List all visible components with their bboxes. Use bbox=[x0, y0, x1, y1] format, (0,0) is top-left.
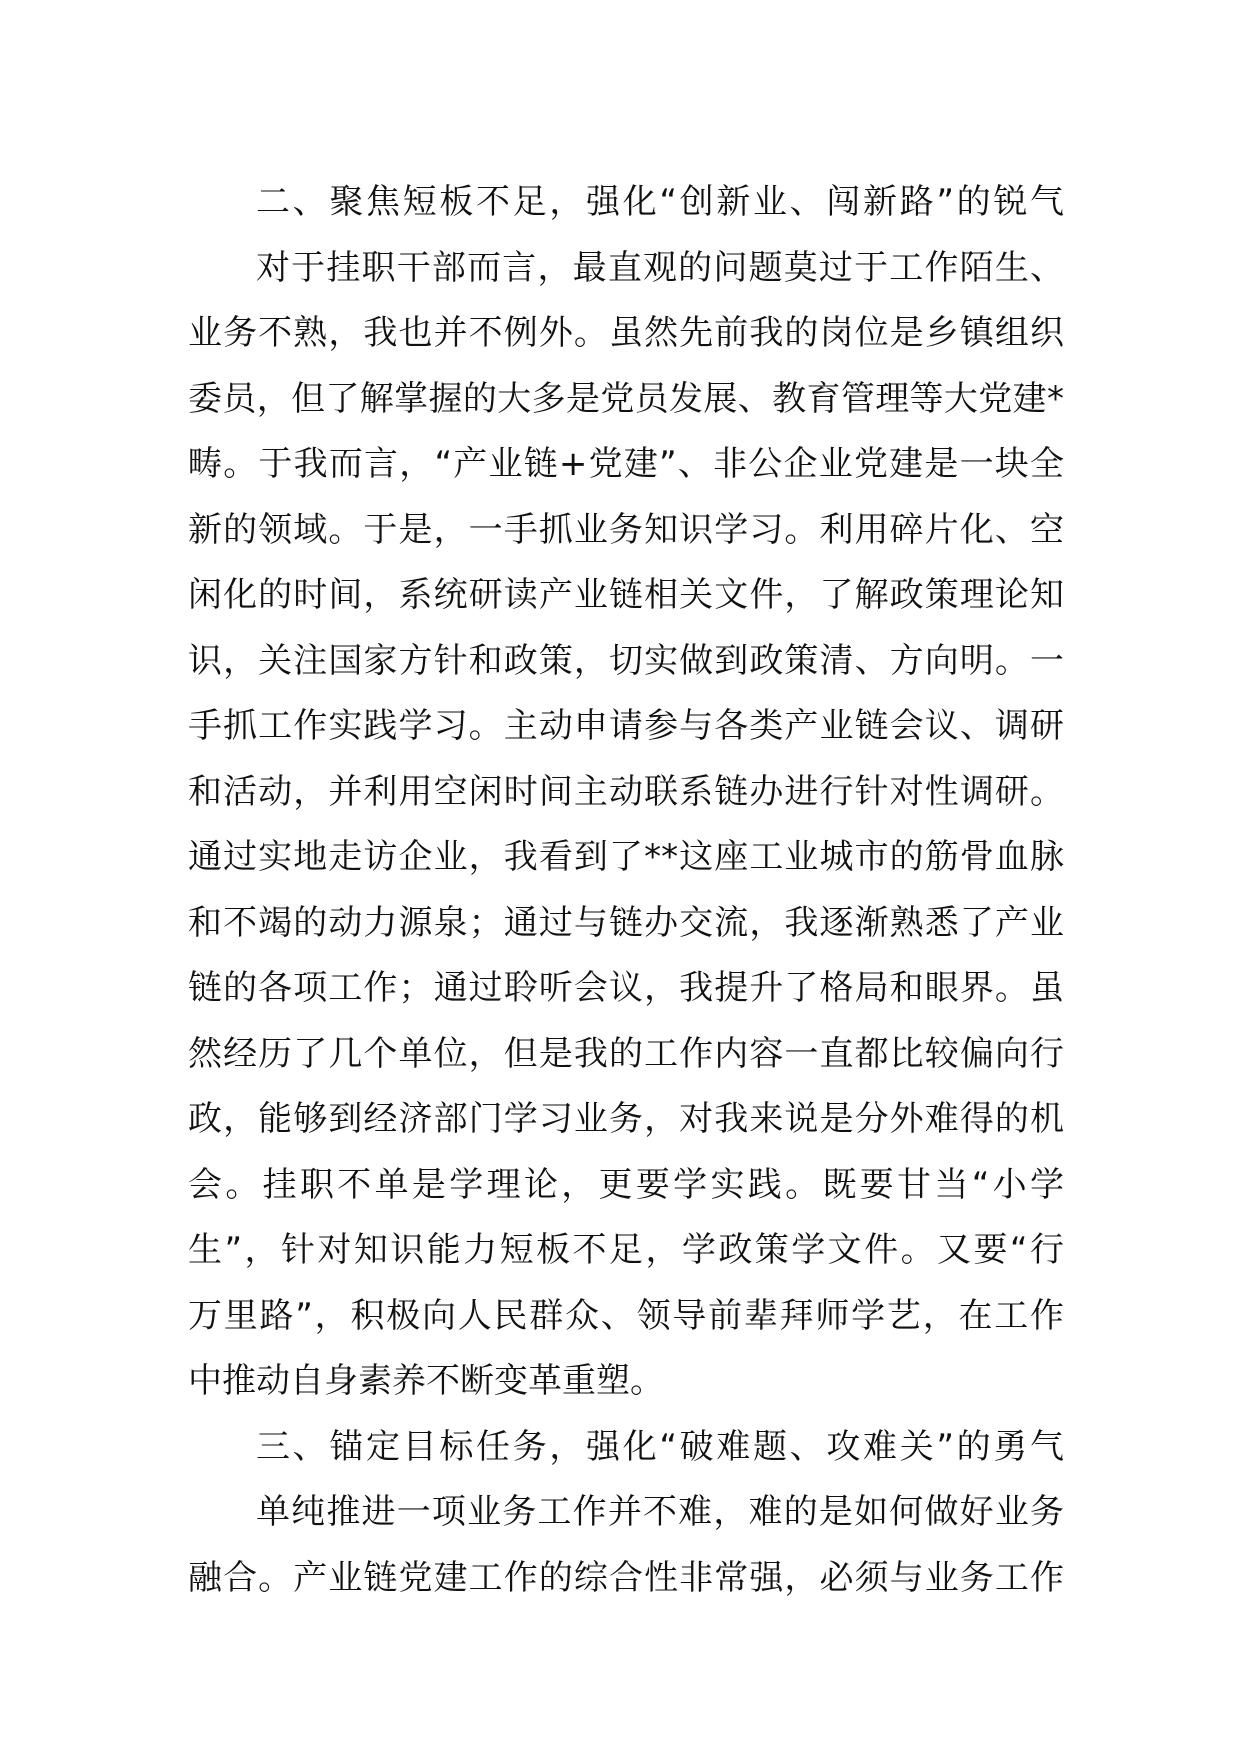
paragraph-line: 和不竭的动力源泉；通过与链办交流，我逐渐熟悉了产业 bbox=[188, 902, 1064, 943]
paragraph-line: 闲化的时间，系统研读产业链相关文件，了解政策理论知 bbox=[188, 575, 1064, 615]
paragraph-line: 融合。产业链党建工作的综合性非常强，必须与业务工作 bbox=[188, 1557, 1064, 1598]
section-heading-3: 三、锚定目标任务，强化“破难题、攻难关”的勇气 bbox=[256, 1426, 1064, 1467]
paragraph-line: 中推动自身素养不断变革重塑。 bbox=[188, 1361, 664, 1401]
paragraph-line: 会。挂职不单是学理论，更要学实践。既要甘当“小学 bbox=[188, 1164, 1064, 1205]
paragraph-3 bbox=[188, 1480, 1064, 1611]
paragraph-2 bbox=[188, 236, 1064, 1415]
document-body bbox=[188, 170, 1064, 1611]
paragraph-line: 手抓工作实践学习。主动申请参与各类产业链会议、调研 bbox=[188, 706, 1064, 746]
paragraph-line: 识，关注国家方针和政策，切实做到政策清、方向明。一 bbox=[188, 640, 1064, 681]
paragraph-line: 业务不熟，我也并不例外。虽然先前我的岗位是乡镇组织 bbox=[188, 313, 1064, 353]
paragraph-line: 对于挂职干部而言，最直观的问题莫过于工作陌生、 bbox=[256, 247, 1064, 288]
paragraph-line: 和活动，并利用空闲时间主动联系链办进行针对性调研。 bbox=[188, 771, 1064, 812]
paragraph-line: 然经历了几个单位，但是我的工作内容一直都比较偏向行 bbox=[188, 1033, 1064, 1074]
paragraph-line: 委员，但了解掌握的大多是党员发展、教育管理等大党建* bbox=[188, 378, 1064, 419]
paragraph-line: 畴。于我而言，“产业链+党建”、非公企业党建是一块全 bbox=[188, 444, 1064, 484]
paragraph-line: 链的各项工作；通过聆听会议，我提升了格局和眼界。虽 bbox=[188, 968, 1064, 1008]
paragraph-line: 通过实地走访企业，我看到了**这座工业城市的筋骨血脉 bbox=[188, 837, 1064, 877]
paragraph-line: 政，能够到经济部门学习业务，对我来说是分外难得的机 bbox=[188, 1099, 1064, 1139]
paragraph-line: 单纯推进一项业务工作并不难，难的是如何做好业务 bbox=[256, 1492, 1064, 1532]
section-heading-2: 二、聚焦短板不足，强化“创新业、闯新路”的锐气 bbox=[256, 182, 1064, 222]
paragraph-line: 新的领域。于是，一手抓业务知识学习。利用碎片化、空 bbox=[188, 509, 1064, 550]
paragraph-line: 万里路”，积极向人民群众、领导前辈拜师学艺，在工作 bbox=[188, 1295, 1064, 1336]
paragraph-line: 生”，针对知识能力短板不足，学政策学文件。又要“行 bbox=[188, 1230, 1064, 1270]
